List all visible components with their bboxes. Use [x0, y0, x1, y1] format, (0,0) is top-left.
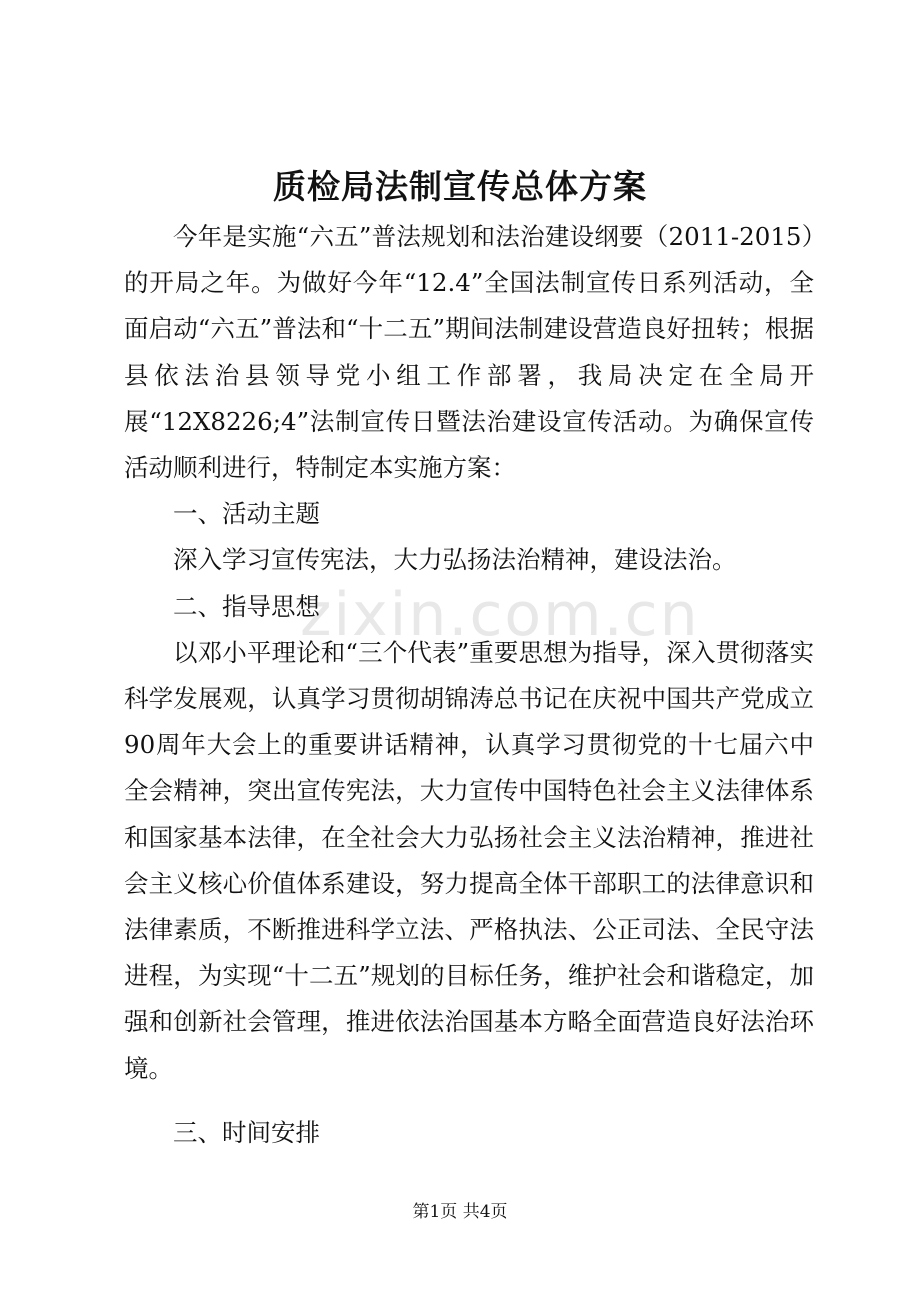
section-heading-theme: 一、活动主题 — [173, 499, 320, 529]
watermark: zixin.com.cn — [300, 580, 700, 650]
document-title: 质检局法制宣传总体方案 — [273, 167, 647, 206]
intro-paragraph: 今年是实施“六五”普法规划和法治建设纲要（2011-2015）的开局之年。为做好今年“12.4”全国法制宣传日系列活动，全面启动“六五”普法和“十二五”期间法制建设营造良好扭转；根据县依法治县领导党小组工作部署，我局决定在全局开展“12X8226;4”法制宣传日暨法治建设宣传活动。为确保宣传活动顺利进行，特制定本实施方案： — [124, 222, 814, 483]
page-footer: 第1页 共4页 — [412, 1202, 508, 1222]
section-heading-schedule: 三、时间安排 — [173, 1117, 320, 1147]
section-heading-guiding-thought: 二、指导思想 — [173, 591, 320, 621]
guiding-thought-paragraph: 以邓小平理论和“三个代表”重要思想为指导，深入贯彻落实科学发展观，认真学习贯彻胡锦涛总书记在庆祝中国共产党成立90周年大会上的重要讲话精神，认真学习贯彻党的十七届六中全会精神，突出宣传宪法，大力宣传中国特色社会主义法律体系和国家基本法律，在全社会大力弘扬社会主义法治精神，推进社会主义核心价值体系建设，努力提高全体干部职工的法律意识和法律素质，不断推进科学立法、严格执法、公正司法、全民守法进程，为实现“十二五”规划的目标任务，维护社会和谐稳定，加强和创新社会管理，推进依法治国基本方略全面营造良好法治环境。 — [124, 637, 814, 1083]
theme-paragraph: 深入学习宣传宪法，大力弘扬法治精神，建设法治。 — [173, 545, 737, 575]
document-body — [124, 214, 814, 1156]
